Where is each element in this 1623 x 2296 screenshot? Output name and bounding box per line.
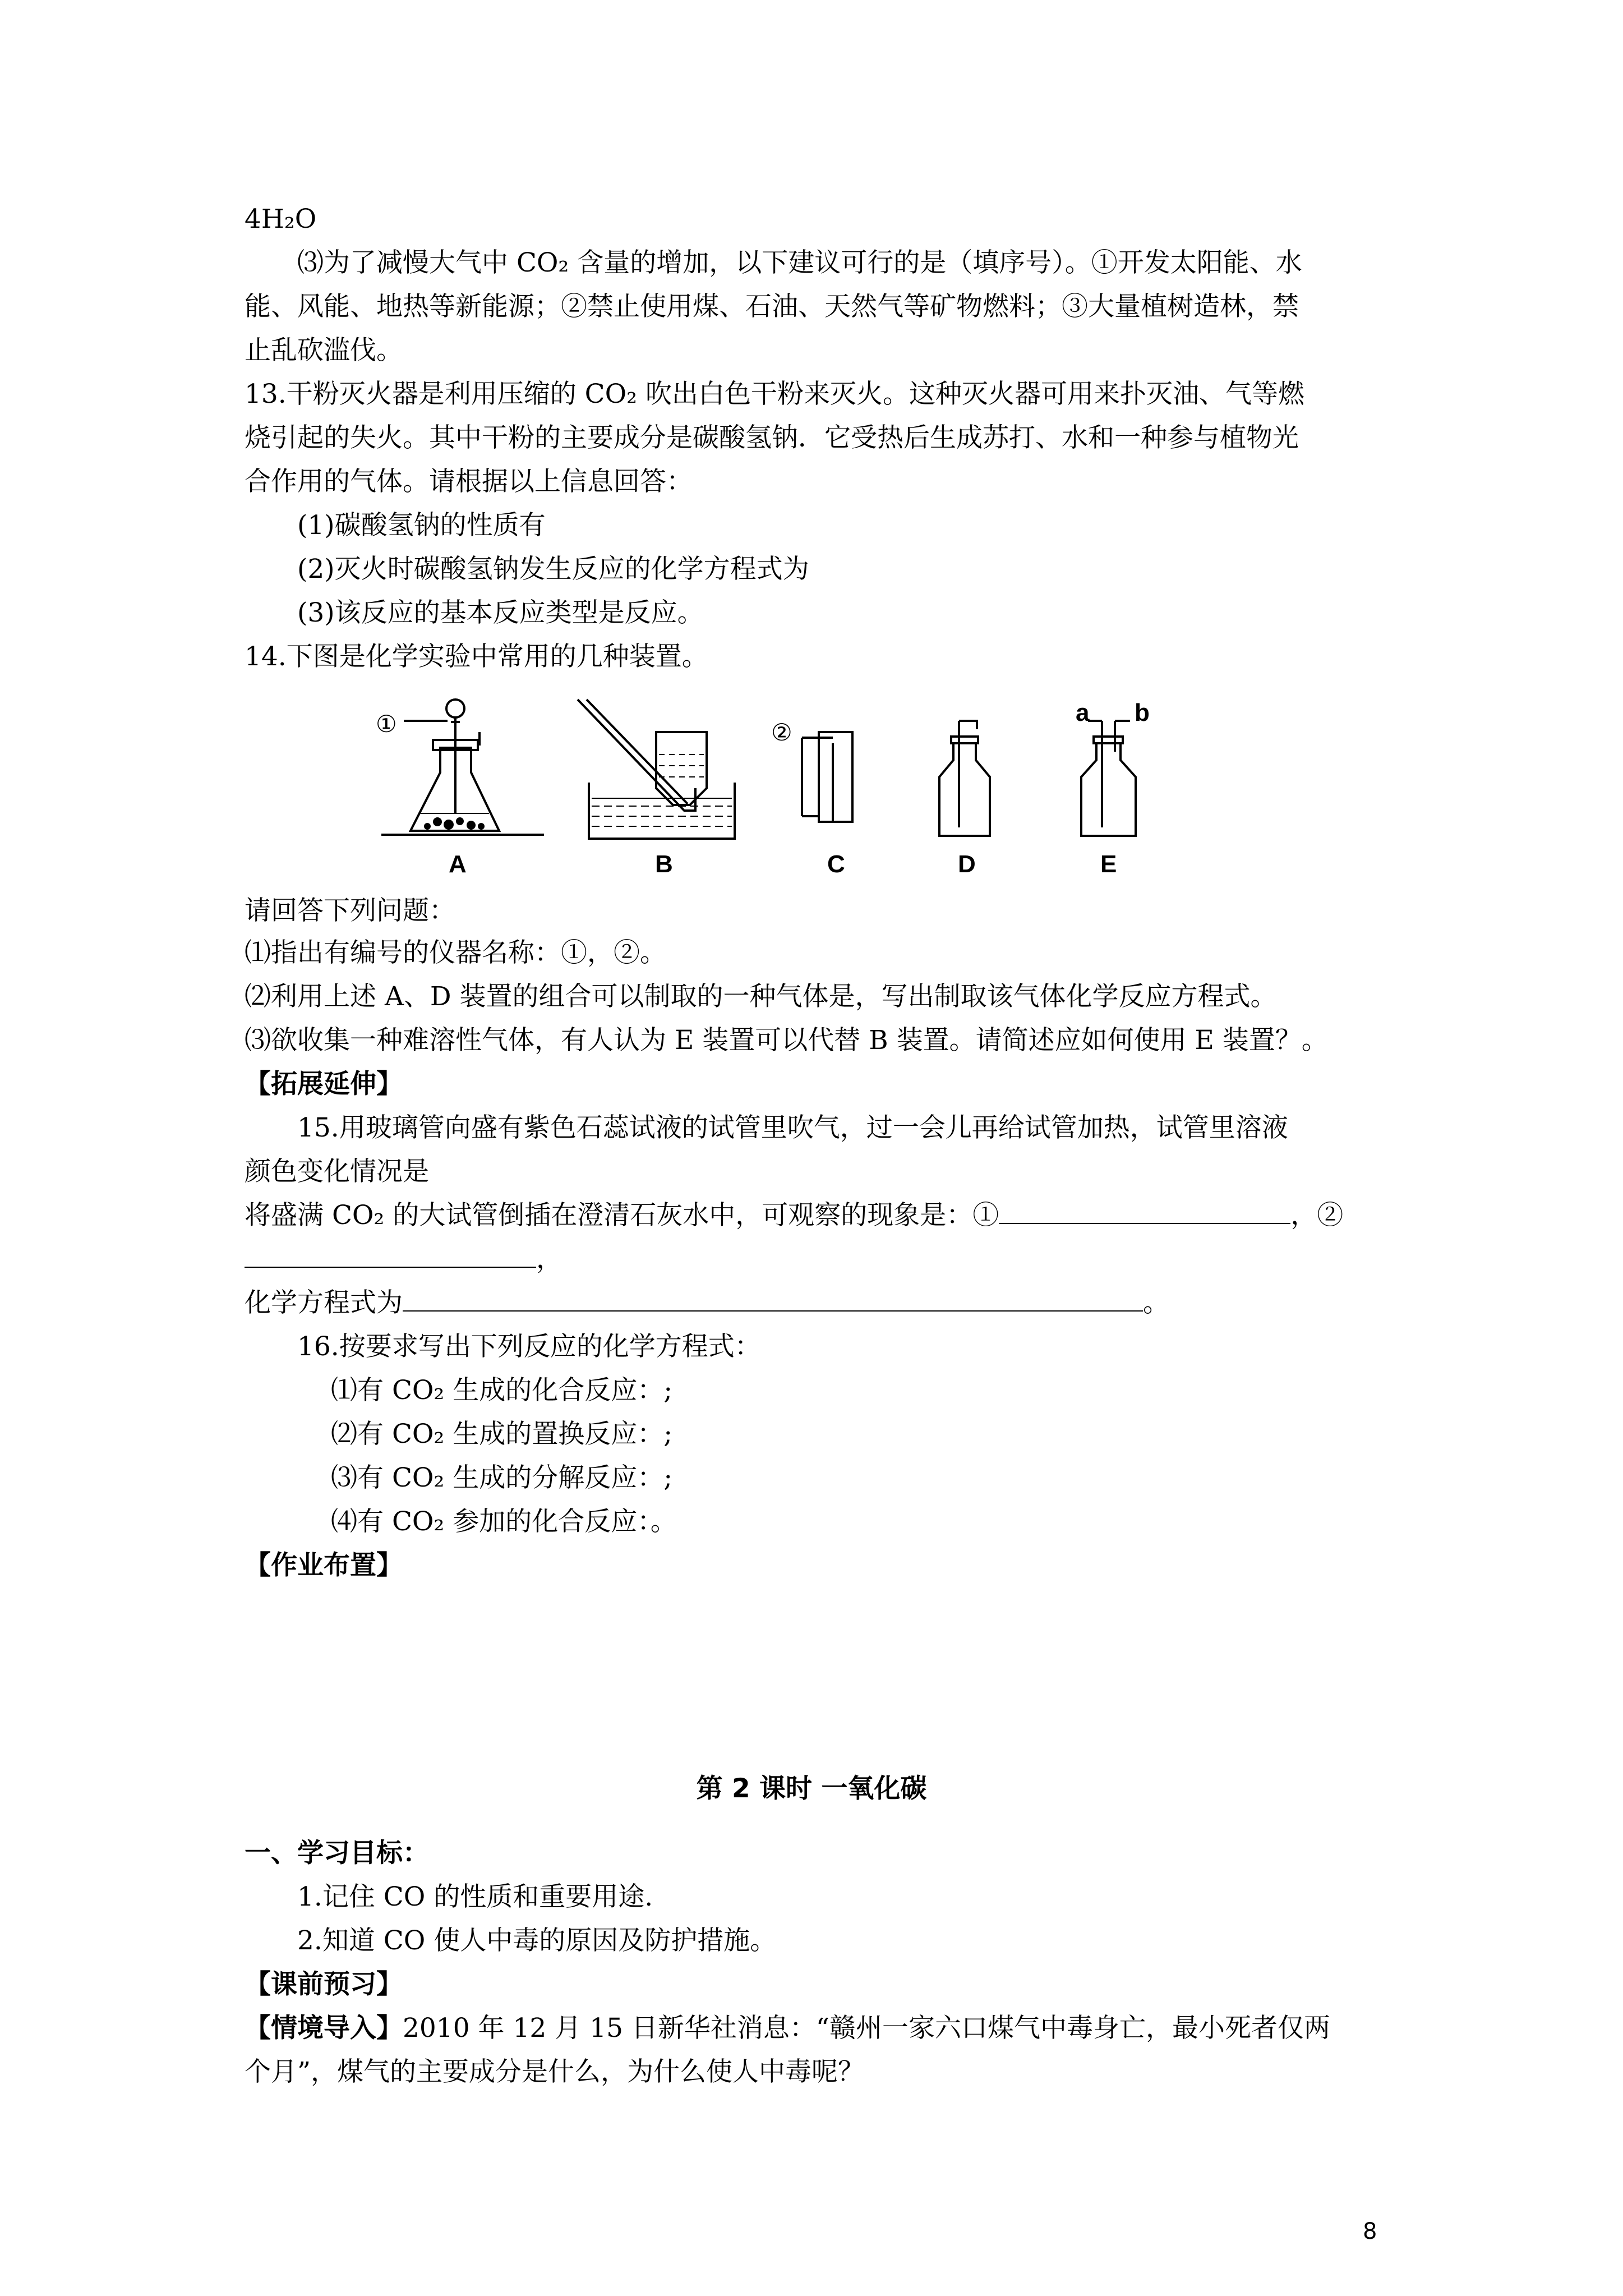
text-line — [245, 2007, 1394, 2050]
objective-item: 1.记住 CO 的性质和重要用途. — [297, 1881, 653, 1912]
text-line: 个月”，煤气的主要成分是什么，为什么使人中毒呢？ — [245, 2056, 865, 2087]
figure-label-e: E — [1100, 850, 1117, 878]
lesson-title: 第 2 课时 一氧化碳 — [696, 1773, 927, 1804]
text-segment: 化学方程式为 — [245, 1287, 403, 1318]
figure-label-a: A — [449, 850, 467, 878]
sub-question: ⑶欲收集一种难溶性气体，有人认为 E 装置可以代替 B 装置。请简述应如何使用 E 装置？。 — [245, 1025, 1328, 1056]
text-line: ⑶为了减慢大气中 CO₂ 含量的增加，以下建议可行的是（填序号）。①开发太阳能、水 — [297, 247, 1302, 278]
sub-question: (3)该反应的基本反应类型是反应。 — [297, 597, 704, 628]
section-heading: 【作业布置】 — [245, 1550, 403, 1581]
objective-item: 2.知道 CO 使人中毒的原因及防护措施。 — [297, 1925, 777, 1956]
sub-question: ⑵有 CO₂ 生成的置换反应：; — [331, 1419, 673, 1450]
section-heading: 一、学习目标： — [245, 1838, 429, 1869]
figure-label-b: B — [655, 850, 673, 878]
answer-blank[interactable] — [403, 1282, 1143, 1312]
sub-question: ⑵利用上述 A、D 装置的组合可以制取的一种气体是，写出制取该气体化学反应方程式。 — [245, 981, 1277, 1012]
question-13: 13.干粉灭火器是利用压缩的 CO₂ 吹出白色干粉来灭火。这种灭火器可用来扑灭油、气等燃 — [245, 379, 1304, 409]
figure-marker-1: ① — [376, 710, 397, 738]
sub-question: ⑶有 CO₂ 生成的分解反应：; — [331, 1462, 673, 1493]
text-line: 合作用的气体。请根据以上信息回答： — [245, 466, 693, 497]
question-16: 16.按要求写出下列反应的化学方程式： — [297, 1331, 761, 1362]
text-segment: ，② — [1290, 1200, 1344, 1231]
text-line — [245, 1281, 1394, 1325]
question-15: 15.用玻璃管向盛有紫色石蕊试液的试管里吹气，过一会儿再给试管加热，试管里溶液 — [297, 1112, 1288, 1143]
text-line — [245, 1194, 1394, 1237]
sub-question: ⑴有 CO₂ 生成的化合反应：; — [331, 1375, 673, 1406]
apparatus-a-flask-icon — [381, 700, 544, 835]
figure-marker-2: ② — [771, 719, 792, 746]
text-line: 请回答下列问题： — [245, 895, 455, 926]
text-segment: ， — [536, 1244, 562, 1274]
apparatus-e-bottle-icon — [1081, 721, 1136, 836]
answer-blank[interactable] — [245, 1239, 536, 1268]
sub-question: (2)灭火时碳酸氢钠发生反应的化学方程式为 — [297, 554, 809, 585]
sub-question: ⑴指出有编号的仪器名称：①，②。 — [245, 937, 666, 968]
answer-blank[interactable] — [999, 1195, 1290, 1224]
apparatus-d-bottle-icon — [939, 721, 990, 836]
tube-label-b: b — [1135, 699, 1150, 726]
figure-label-d: D — [958, 850, 976, 878]
sub-question: ⑷有 CO₂ 参加的化合反应：。 — [331, 1506, 677, 1537]
text-line: 止乱砍滥伐。 — [245, 335, 403, 366]
page-number: 8 — [1363, 2219, 1377, 2244]
sub-question: (1)碳酸氢钠的性质有 — [297, 510, 546, 541]
section-heading: 【情境导入】 — [245, 2013, 403, 2044]
text-segment: 将盛满 CO₂ 的大试管倒插在澄清石灰水中，可观察的现象是：① — [245, 1200, 999, 1231]
text-segment: 。 — [1143, 1287, 1169, 1318]
text-line — [245, 1237, 1394, 1281]
section-heading: 【课前预习】 — [245, 1969, 403, 2000]
text-line: 能、风能、地热等新能源；②禁止使用煤、石油、天然气等矿物燃料；③大量植树造林，禁 — [245, 291, 1299, 322]
apparatus-b-trough-icon — [578, 700, 735, 839]
section-heading: 【拓展延伸】 — [245, 1069, 403, 1099]
text-line: 颜色变化情况是 — [245, 1156, 429, 1187]
apparatus-figure — [359, 698, 1267, 884]
apparatus-c-tube-icon — [802, 732, 852, 822]
tube-label-a: a — [1076, 699, 1090, 726]
text-line: 4H₂O — [245, 204, 317, 234]
figure-label-c: C — [827, 850, 845, 878]
text-line: 烧引起的失火。其中干粉的主要成分是碳酸氢钠．它受热后生成苏打、水和一种参与植物光 — [245, 422, 1299, 453]
question-14: 14.下图是化学实验中常用的几种装置。 — [245, 641, 708, 672]
text-segment: 2010 年 12 月 15 日新华社消息：“赣州一家六口煤气中毒身亡，最小死者仅两 — [403, 2013, 1330, 2044]
